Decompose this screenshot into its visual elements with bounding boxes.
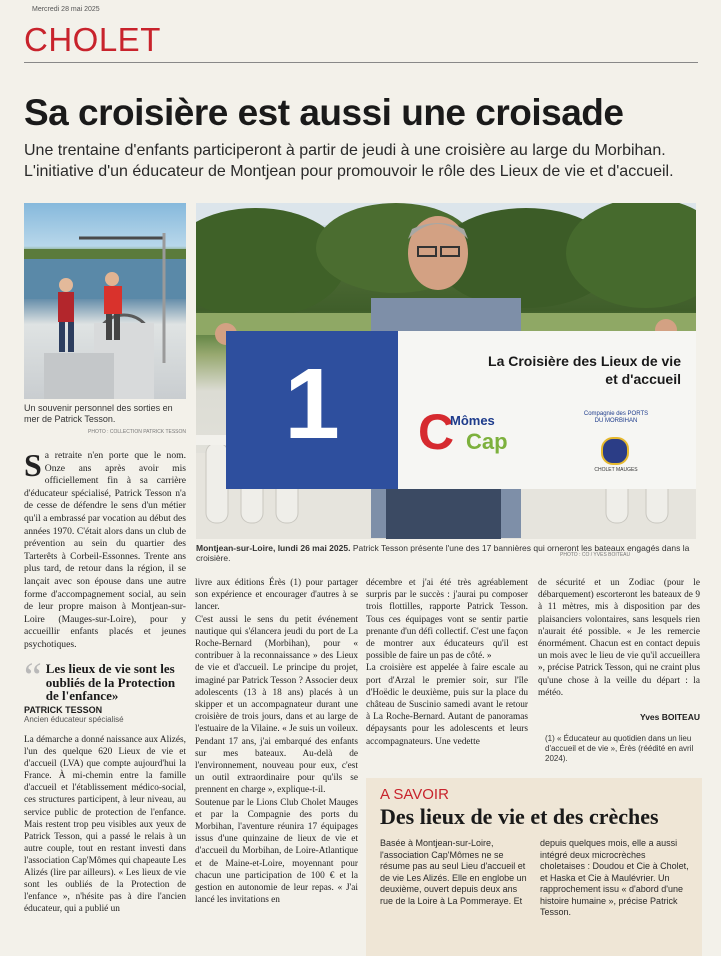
footnote: (1) « Éducateur au quotidien dans un lieu d'accueil et de vie », Érès (réédité en avril 2024).	[545, 734, 694, 763]
section-divider	[24, 62, 698, 63]
banner-number-panel	[226, 331, 398, 489]
banner-flag	[226, 331, 696, 489]
photo-sailing-children	[24, 203, 186, 399]
photo2-credit: PHOTO : CO / YVES BOITEAU	[560, 552, 631, 558]
capmomes-logo-word2: Cap	[466, 429, 508, 454]
article-paragraph-4: C'est aussi le sens du petit événement nautique qui s'élancera jeudi du port de La Roche-Bernard (Morbihan), pour « contribuer à la reconnaissance » des Lieux de vie et d'accueil. Le principe du projet, imaginé par Patrick Tesson ? Associer deux adolescents (13 à 18 ans) placés à un skipper et un accompagnateur durant une croisière de trois jours, dans et au large de l'estuaire de la Vilaine. « Je suis un voileux. Pendant 17 ans, j'ai embarqué des enfants sur mes bateaux. Au-delà de l'environnement, nouveau pour eux, c'est un outil extraordinaire pour qu'ils se prennent en charge », explique-t-il.	[195, 614, 358, 796]
author-signature: Yves BOITEAU	[640, 712, 700, 722]
pull-quote-text: Les lieux de vie sont les oubliés de la Protection de l'enfance»	[45, 661, 176, 703]
article-paragraph-2: La démarche a donné naissance aux Alizés, l'un des quelque 620 Lieux de vie et d'accueil (LVA) que compte aujourd'hui la France. À mi-chemin entre la famille d'accueil et l'établissement médico-social, ces structures participent, à leur niveau, au service public de protection de l'enfance. Mais restent trop peu visibles aux yeux de Patrick Tesson, qui a passé le relais à un autre couple, tout en restant investi dans l'association Cap'Mômes qui chapeaute Les Alizés (lire par ailleurs). « Les lieux de vie sont les oubliés de la Protection de l'enfance », n'hésite pas à dire l'ancien éducateur, qui a publié un	[24, 735, 186, 915]
dropcap: S	[24, 447, 42, 483]
lions-club-logo-text: CHOLET MAUGES	[594, 467, 638, 473]
section-title: CHOLET	[24, 21, 161, 58]
photo2-caption-text: Patrick Tesson présente l'une des 17 bannières qui orneront les bateaux engagés dans la croisière.	[196, 543, 690, 563]
article-paragraph-5: Soutenue par le Lions Club Cholet Mauges et par la Compagnie des ports du Morbihan, l'aventure réunira 17 équipages issus d'une quinzaine de lieux de vie et d'accueil du Morbihan, de Loire-Atlantique et de Maine-et-Loire, moyennant pour chacun une participation de 100 € et la gestion en autonomie de leur repas. « J'ai lancé les invitations en	[195, 797, 358, 906]
capmomes-logo-c: C	[418, 404, 455, 460]
article-column-4	[538, 577, 700, 699]
photo1-credit: PHOTO : COLLECTION PATRICK TESSON	[88, 429, 186, 435]
info-box-kicker: A SAVOIR	[380, 786, 449, 803]
article-paragraph-7: La croisière est appelée à faire escale au port d'Arzal le premier soir, sur l'île d'Hoëdic le deuxième, puis sur la place du château de Suscinio samedi avant le retour à La Roche-Bernard. Autant de panoramas dépaysants pour les adolescents et leurs accompagnateurs. Une vedette	[366, 663, 528, 747]
lions-club-logo-icon	[601, 437, 629, 465]
ports-morbihan-logo: Compagnie des PORTS DU MORBIHAN	[583, 411, 649, 424]
info-box-column-2: depuis quelques mois, elle a aussi intégré deux microcrèches choletaises : Doudou et Cie à Cholet, et Haska et Cie à Maulévrier. Un rapprochement issu « d'abord d'une histoire humaine », précise Patrick Tesson.	[540, 838, 689, 917]
photo1-caption	[24, 403, 186, 438]
publication-date: Mercredi 28 mai 2025	[32, 6, 100, 13]
capmomes-logo	[418, 404, 538, 467]
article-paragraph-8: de sécurité et un Zodiac (pour le débarquement) escorteront les bateaux de 9 à 11 mètres, mis à disposition par des plaisanciers volontaires, sans lesquels rien n'aurait été possible. « Je les remercie énormément. Chacun est en contact depuis un mois avec le lieu de vie qu'il accueillera », précise Patrick Tesson, qui ne craint plus qu'une chose à la veille du départ : la météo.	[538, 578, 700, 698]
quote-mark-icon: “	[24, 654, 42, 699]
photo1-caption-text: Un souvenir personnel des sorties en mer de Patrick Tesson.	[24, 403, 173, 424]
photo2-caption-place: Montjean-sur-Loire, lundi 26 mai 2025.	[196, 543, 351, 553]
banner-title-line2: et d'accueil	[605, 371, 681, 387]
banner-title-line1: La Croisière des Lieux de vie	[488, 353, 681, 369]
sailing-children-illustration	[24, 203, 186, 399]
article-paragraph-1: a retraite n'en porte que le nom. Onze ans après avoir mis officiellement fin à sa carrière d'éducateur spécialisé, Patrick Tesson n'a de cesse de défendre le sens d'un métier qu'il a embrassé par vocation au début des années 1970. C'était alors dans un club de prévention au sein du quartier des Tarterêts à Corbeil-Essonnes. Trente ans plus tard, de retour dans la région, il se lançait avec son épouse dans une autre forme d'accompagnement social, au sein de leur propre maison à Montjean-sur-Loire (Mauges-sur-Loire), pour y accueillir enfants placés et jeunes psychotiques.	[24, 450, 186, 650]
article-headline: Sa croisière est aussi une croisade	[24, 92, 624, 133]
article-column-1-top	[24, 447, 186, 652]
article-lead: Une trentaine d'enfants participeront à partir de jeudi à une croisière au large du Morbihan. L'initiative d'un éducateur de Montjean pour promouvoir le rôle des Lieux de vie et d'accueil.	[24, 142, 674, 180]
info-box-column-1: Basée à Montjean-sur-Loire, l'association Cap'Mômes ne se résume pas au seul Lieu d'accueil et de vie Les Alizés. Elle en englobe un deuxième, ouvert depuis deux ans rue de la Loire à La Pommeraye. Et	[380, 838, 527, 906]
pull-quote-role: Ancien éducateur spécialisé	[24, 714, 124, 724]
photo-banner	[196, 203, 696, 539]
pull-quote	[24, 654, 186, 724]
capmomes-logo-word1: Mômes	[450, 413, 495, 428]
article-column-3	[366, 577, 528, 748]
article-paragraph-3: livre aux éditions Érès (1) pour partager son expérience et encourager d'autres à se lancer.	[195, 578, 358, 613]
article-column-2	[195, 577, 358, 906]
banner-number: 1	[284, 348, 340, 460]
info-box-title: Des lieux de vie et des crèches	[380, 804, 659, 829]
pull-quote-author: PATRICK TESSON	[24, 704, 103, 715]
article-paragraph-6: décembre et j'ai été très agréablement surpris par le succès : j'aurai pu composer trois flottilles, rapporte Patrick Tesson. Tous ces équipages vont se sentir partie prenante d'un défi collectif. C'est une façon de montrer aux éducateurs qu'il est possible de faire un pas de côté. »	[366, 578, 528, 662]
info-box	[366, 778, 702, 956]
